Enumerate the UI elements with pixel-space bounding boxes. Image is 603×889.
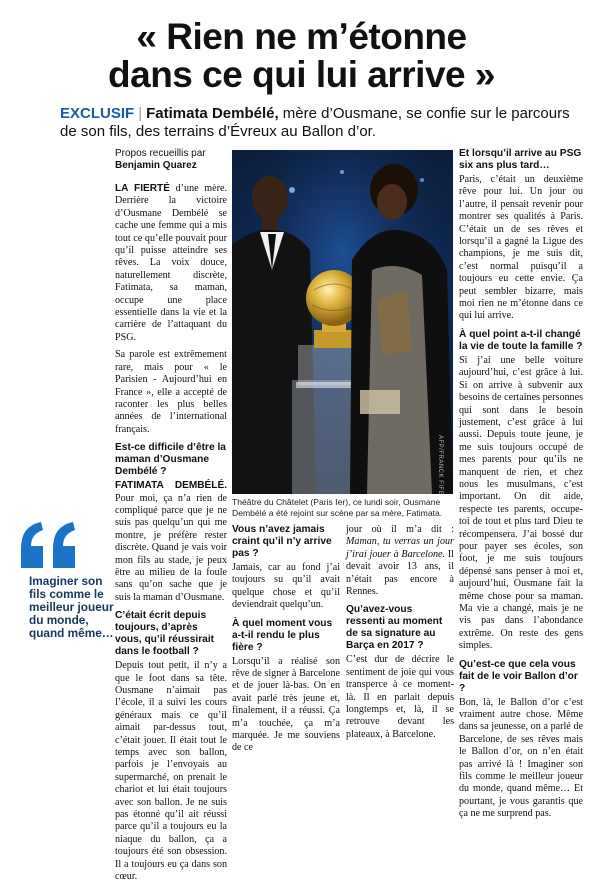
article-photo <box>232 150 453 494</box>
deck-lead-name: Fatimata Dembélé, <box>146 105 279 122</box>
answer-text-part: jour où il m’a dit : <box>346 524 454 535</box>
interview-question: Est-ce difficile d’être la maman d’Ousmane Dembélé ? <box>115 442 226 478</box>
headline-line-2: dans ce qui lui arrive » <box>108 54 495 95</box>
answer-text: Lorsqu’il a réalisé son rêve de signer à Barcelone et de jouer là-bas. On en avait parlé très jeune et, finalement, il a réussi. Ça m’a touchée, ça m’a marquée. Je me souviens de ce <box>232 655 340 754</box>
answer-text: Si j’ai une belle voiture aujourd’hui, c’est grâce à lui. Si on arrive à subvenir aux besoins de certaines personnes qui sont dans le besoin justement, c’est grâce à lui aussi. Depuis toute jeune, je me suis toujours occupé de mes parents pour qu’ils ne manquent de rien, et chez nous les musulmans, c’est important. On dit aide, respecte tes parents, occupe-toi de tout et plus tard Dieu te récompensera. J’ai bossé dur pour payer ses écoles, son foot, je me suis toujours dépensé sans penser à moi et, aujourd’hui, Ousmane fait la même chose pour sa maman. Ma vie a changé, mais je ne vis pas dans l’abondance extrême. On reste des gens simples. <box>459 354 583 652</box>
pull-quote: Imaginer son fils comme le meilleur joueur du monde, quand même… <box>29 574 114 640</box>
headline <box>0 18 603 94</box>
answer-text: Paris, c’était un deuxième rêve pour lui. Un jour ou l’autre, il pensait revenir pour montrer ses qualités à Paris. C’était un de ses rêves et lorsqu’il a gagné la Ligue des champions, je me suis dit, c’est normal puisqu’il a toujours eu cette envie. Ça peut sembler bizarre, mais moi rien ne m’étonne dans ce qui lui arrive. <box>459 174 583 322</box>
byline <box>115 148 230 172</box>
deck-lead-text: mère d’Ousmane, se confie sur le parcours de son fils, des terrains d’Évreux au Ballon d’or. <box>60 105 570 140</box>
answer-text: C’est dur de décrire le sentiment de joie qui vous transperce à ce moment-là. Il en parlait depuis longtemps et, là, il se retrouve devant les plateaux, à Barcelone. <box>346 654 454 740</box>
answer-text <box>346 524 454 598</box>
article-column-3 <box>232 524 340 760</box>
speaker-name: FATIMATA DEMBÉLÉ. <box>115 480 227 492</box>
answer-text: Bon, là, le Ballon d’or c’est vraiment autre chose. Même dans sa jeunesse, on a parlé de Barcelone, de ses rêves mais le Ballon d’or, on n’en était pas arrivé là ! Imaginer son fils comme le meilleur joueur du monde, quand même… Et pourtant, je vous garantis que ça ne me surprend pas. <box>459 696 583 820</box>
deck <box>60 105 590 141</box>
interview-question: Vous n’avez jamais craint qu’il n’y arrive pas ? <box>232 524 332 559</box>
paragraph-text: d’une mère. Derrière la victoire d’Ousmane Dembélé se cache une femme qui a mis tout ce qu’elle pouvait pour qu’il puisse atteindre ses rêves. La voix douce, naturellement discrète, Fatimata, sa maman, occupe une place essentielle dans la vie et la carrière de l’attaquant du PSG. <box>115 183 227 343</box>
interview-question: Et lorsqu’il arrive au PSG six ans plus tard… <box>459 148 582 171</box>
interview-question: C’était écrit depuis toujours, d’après vous, qu’il réussirait dans le football ? <box>115 610 215 658</box>
photo-illustration <box>232 150 453 494</box>
quoted-speech: Maman, tu verras un jour j’irai jouer à Barcelone. <box>346 536 454 560</box>
article-column-5 <box>459 148 583 826</box>
interview-question: Qu’est-ce que cela vous fait de le voir Ballon d’or ? <box>459 658 578 694</box>
answer-text-part: Il devait avoir 13 ans, il n’était pas encore à Rennes. <box>346 548 454 598</box>
quote-mark-icon <box>15 520 85 577</box>
byline-author: Benjamin Quarez <box>115 160 197 171</box>
lead-in: LA FIERTÉ <box>115 183 170 194</box>
interview-question: Qu’avez-vous ressenti au moment de sa signature au Barça en 2017 ? <box>346 604 443 652</box>
article-column-1 <box>115 183 227 889</box>
headline-line-1: « Rien ne m’étonne <box>136 16 467 57</box>
article-column-4 <box>346 524 454 746</box>
photo-credit: AFP/FRANCK FIFE <box>437 435 443 496</box>
deck-separator: | <box>138 105 143 122</box>
paragraph <box>115 183 227 344</box>
interview-question: À quel moment vous a-t-il rendu le plus fière ? <box>232 617 333 653</box>
photo-caption: Théâtre du Châtelet (Paris Ier), ce lundi soir, Ousmane Dembélé a été rejoint sur scène par sa mère, Fatimata. <box>232 497 443 518</box>
byline-intro: Propos recueillis par <box>115 148 206 159</box>
paragraph: Sa parole est extrêmement rare, mais pour « le Parisien - Aujourd’hui en France », elle a accepté de raconter les plus belles années de l’international français. <box>115 349 227 435</box>
answer-text: Jamais, car au fond j’ai toujours su qu’il avait quelque chose et qu’il deviendrait quelqu’un. <box>232 562 340 611</box>
exclusive-tag: EXCLUSIF <box>60 105 135 122</box>
interview-question: À quel point a-t-il changé la vie de toute la famille ? <box>459 328 583 352</box>
answer-text: Pour moi, ça n’a rien de compliqué parce que je ne suis pas quelqu’un qui me montre, je préfère rester discrète. Quand je vais voir mon fils au stade, je peux être au milieu de la foule sans qu’on sache que je suis la maman d’Ousmane. <box>115 492 227 603</box>
answer-text: Depuis tout petit, il n’y a que le foot dans sa tête. Ousmane n’aimait pas l’école, il a suivi les cours généraux mais ce qu’il aimait par-dessus tout, c’était jouer. Il était tout le temps avec son ballon, parfois je l’envoyais au supermarché, on prenait le chariot et lui était toujours avec son ballon. Je ne suis pas étonné qu’il ait réussi parce qu’il a toujours eu la niaque du ballon, ça a toujours été son obsession. Il a toujours eu ça dans son cœur. <box>115 660 227 883</box>
paragraph <box>115 480 227 604</box>
